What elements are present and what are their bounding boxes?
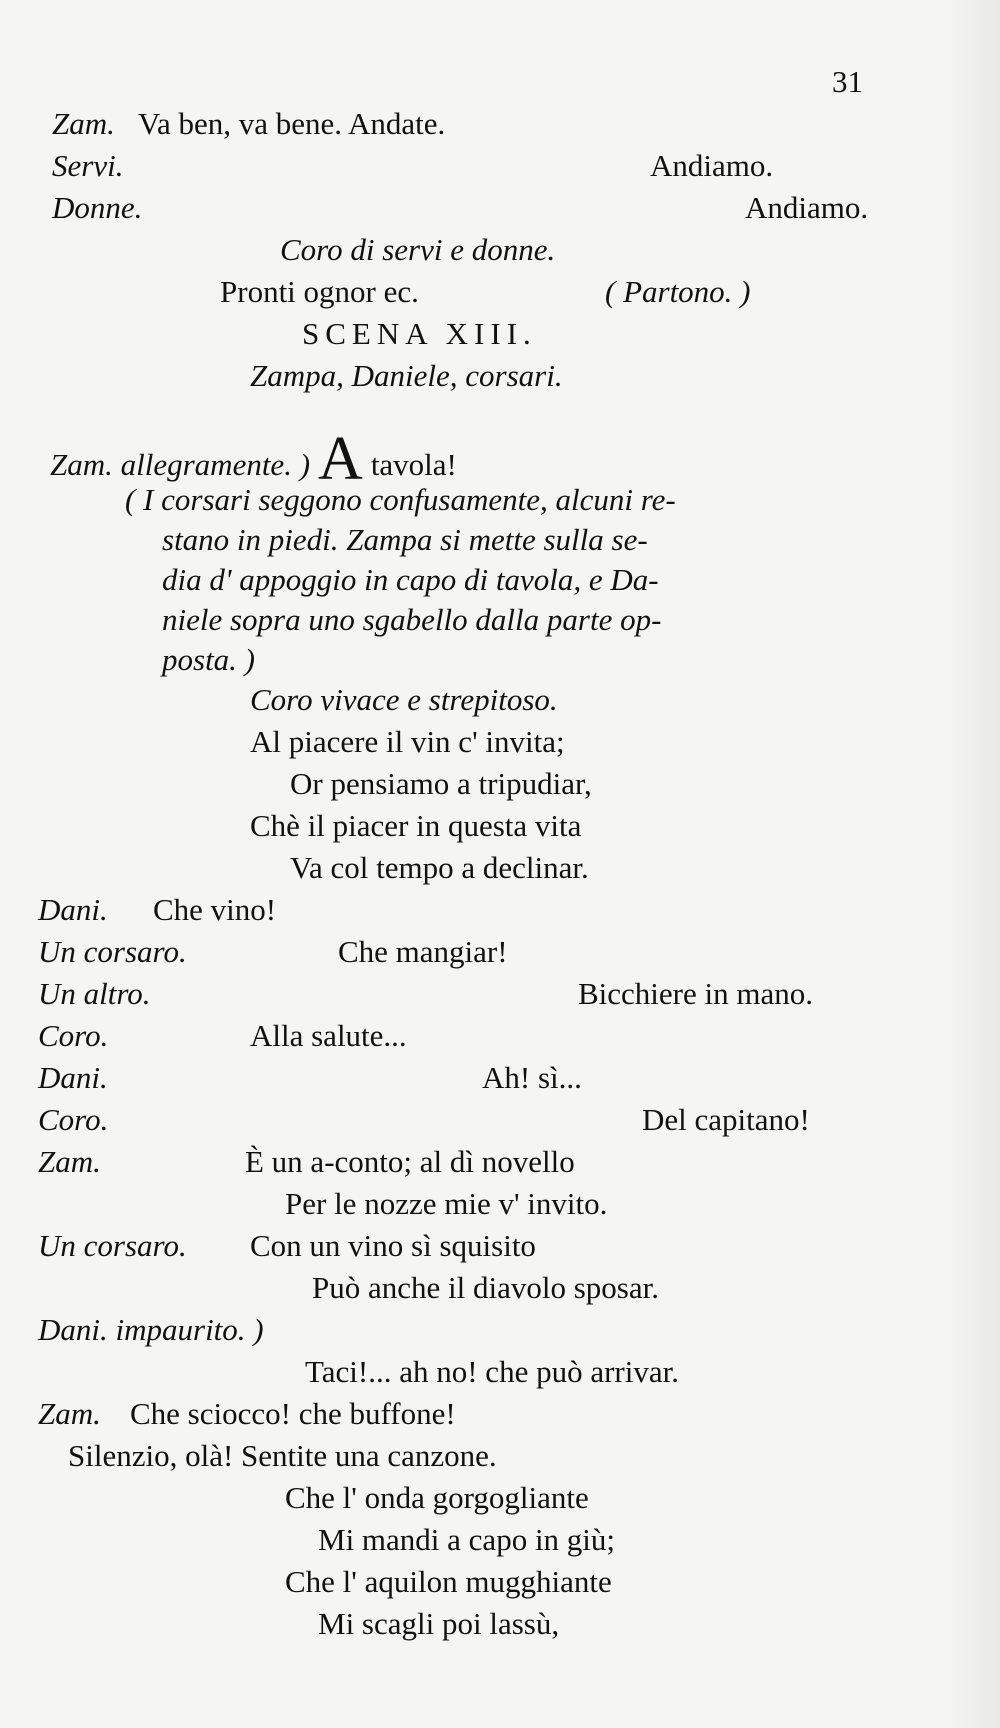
- stage-direction-line: niele sopra uno sgabello dalla parte op-: [162, 602, 662, 637]
- dialogue-text: Per le nozze mie v' invito.: [285, 1186, 608, 1221]
- speaker-label: Zam.: [38, 1396, 101, 1431]
- stage-direction: Coro vivace e strepitoso.: [250, 682, 558, 717]
- verse-line: Al piacere il vin c' invita;: [250, 724, 565, 759]
- dialogue-text: Taci!... ah no! che può arrivar.: [305, 1354, 679, 1389]
- dialogue-text: Andiamo.: [650, 148, 774, 183]
- dialogue-text: Che sciocco! che buffone!: [130, 1396, 456, 1431]
- stage-direction-line: ( I corsari seggono confusamente, alcuni re-: [125, 482, 676, 517]
- speaker-label: Dani. impaurito. ): [38, 1312, 264, 1347]
- dialogue-text: Pronti ognor ec.: [220, 274, 419, 309]
- speaker-label: Zam.: [52, 106, 115, 141]
- dialogue-text: Va ben, va bene. Andate.: [138, 106, 446, 141]
- speaker-label: Coro.: [38, 1018, 109, 1053]
- dialogue-text: È un a-conto; al dì novello: [245, 1144, 575, 1179]
- scene-opening-line: [50, 425, 457, 493]
- speaker-label: Donne.: [52, 190, 143, 225]
- verse-line: Che l' aquilon mugghiante: [285, 1564, 612, 1599]
- verse-line: Che l' onda gorgogliante: [285, 1480, 589, 1515]
- speaker-label: Dani.: [38, 1060, 108, 1095]
- dialogue-text: Alla salute...: [250, 1018, 407, 1053]
- drop-cap: A: [318, 425, 363, 493]
- scene-heading: SCENA XIII.: [302, 316, 537, 351]
- dialogue-text: Può anche il diavolo sposar.: [312, 1270, 659, 1305]
- verse-line: Chè il piacer in questa vita: [250, 808, 582, 843]
- dialogue-text: Che vino!: [153, 892, 277, 927]
- verse-line: Va col tempo a declinar.: [290, 850, 589, 885]
- dialogue-text: Con un vino sì squisito: [250, 1228, 536, 1263]
- stage-direction: Coro di servi e donne.: [280, 232, 556, 267]
- verse-line: Mi scagli poi lassù,: [318, 1606, 560, 1641]
- dialogue-text: Ah! sì...: [482, 1060, 582, 1095]
- speaker-label: Un corsaro.: [38, 1228, 187, 1263]
- dialogue-text: Che mangiar!: [338, 934, 508, 969]
- dialogue-text: tavola!: [370, 447, 457, 482]
- speaker-label: Un corsaro.: [38, 934, 187, 969]
- dialogue-text: Andiamo.: [745, 190, 869, 225]
- speaker-label: Dani.: [38, 892, 108, 927]
- speaker-label: Zam. allegramente. ): [50, 447, 311, 482]
- dialogue-text: Del capitano!: [642, 1102, 810, 1137]
- verse-line: Or pensiamo a tripudiar,: [290, 766, 592, 801]
- page-number: 31: [832, 64, 863, 99]
- speaker-label: Zam.: [38, 1144, 101, 1179]
- stage-direction: ( Partono. ): [605, 274, 751, 309]
- stage-direction-line: posta. ): [162, 642, 255, 677]
- speaker-label: Servi.: [52, 148, 124, 183]
- stage-direction-line: stano in piedi. Zampa si mette sulla se-: [162, 522, 648, 557]
- stage-direction-line: dia d' appoggio in capo di tavola, e Da-: [162, 562, 659, 597]
- dialogue-text: Silenzio, olà! Sentite una canzone.: [68, 1438, 497, 1473]
- scene-characters: Zampa, Daniele, corsari.: [250, 358, 563, 393]
- dialogue-text: Bicchiere in mano.: [578, 976, 813, 1011]
- speaker-label: Un altro.: [38, 976, 151, 1011]
- speaker-label: Coro.: [38, 1102, 109, 1137]
- verse-line: Mi mandi a capo in giù;: [318, 1522, 616, 1557]
